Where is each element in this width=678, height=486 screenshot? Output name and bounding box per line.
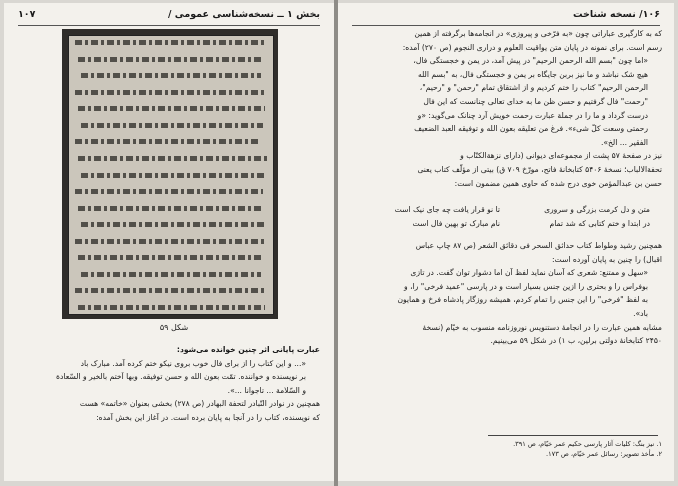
- figure-caption: شکل ۵۹: [159, 323, 189, 332]
- text-line: بر نویسنده و خواننده. تمّت بعون الله و حسن توفیقه. وبها اَختم بالخیر و السّعادة: [56, 372, 306, 382]
- poem-hemistich: تا نو قرار یافت چه جای نیک است: [394, 205, 500, 214]
- text-line: بوفراس را و بحتری را ازین جنس بسیار است و در پارسی "عمید فرخی" را، و: [404, 281, 648, 291]
- manuscript-line: [75, 90, 267, 95]
- text-line: ۲۴۵۰ کتابخانهٔ دولتی برلین، ب ۱) در شکل ۵۹ می‌بینیم.: [490, 336, 662, 346]
- right-page-number: ۱۰۶/: [639, 9, 660, 20]
- footnote: ۲. مأخذ تصویر: رسائل عمر خیّام، ص ۱۷۳.: [546, 450, 662, 458]
- text-line: همچنین رشید وطواط کتاب حدائق السحر فی دقائق الشعر (ص ۸۷ چاپ عباس: [415, 241, 662, 250]
- text-line: عبارت پایانی اثر چنین خوانده می‌شود:: [176, 345, 320, 354]
- right-page-header: [352, 9, 660, 26]
- manuscript-line: [81, 123, 263, 128]
- manuscript-line: [81, 222, 267, 227]
- text-line: رحمتی وسعت کلّ شیء». فرغ من تعلیقه بعون الله و توفیقه العبد الضعیف: [414, 124, 648, 134]
- text-line: نیز در صفحهٔ ۵۷ پشت از مجموعه‌ای دیوانی (دارای نزهة‌الکتّاب و: [460, 151, 662, 161]
- poem-left-column: [360, 203, 500, 230]
- manuscript-line: [81, 173, 265, 178]
- right-page: [338, 3, 674, 481]
- manuscript-line: [78, 57, 263, 62]
- manuscript-line: [78, 206, 261, 211]
- manuscript-line: [78, 255, 263, 260]
- poem-hemistich: متن و دل کرمت بزرگی و سروری: [544, 205, 650, 214]
- footnote: ۱. نیز بنگ: کلیات آثار پارسی حکیم عمر خیّام، ص ۳۹۱.: [513, 440, 662, 448]
- text-line: «... و این کتاب را از برای فال خوب بروی نیکو ختم کرده آمد. مبارک باد: [80, 358, 306, 368]
- manuscript-line: [75, 288, 267, 293]
- left-page: [4, 3, 334, 481]
- left-page-header: [18, 9, 320, 26]
- text-line: الفقیر ... الخ».: [600, 137, 648, 147]
- manuscript-line: [75, 239, 265, 244]
- manuscript-line: [78, 305, 265, 310]
- manuscript-line: [81, 272, 261, 277]
- text-line: که به کارگیری عباراتی چون «به فرّخی و پیروزی» در انجامه‌ها برگرفته از همین: [414, 29, 662, 38]
- left-body-text: [18, 343, 320, 425]
- text-line: اقبال) را چنین به پایان آورده است:: [551, 254, 662, 264]
- manuscript-line: [75, 40, 265, 45]
- text-line: تحفة‌الالباب؛ نسخهٔ ۵۴۰۶ کتابخانهٔ فاتح، مورّخ ۷۰۹ ق) بیتی از مؤلّف کتاب یعنی: [417, 164, 662, 174]
- block-quote: [350, 54, 662, 149]
- manuscript-image: [68, 35, 274, 315]
- text-line: به لفظ "فرخی" را این جنس را تمام کردم، همیشه روزگار پادشاه فرخ و همایون: [397, 295, 648, 305]
- block-quote: [350, 266, 662, 320]
- text-line: و السّلامة ... تاجوانا ...».: [227, 385, 306, 395]
- left-header-title: بخش ۱ ــ نسخه‌شناسی عمومی /: [167, 9, 320, 20]
- poem-right-column: [520, 203, 650, 230]
- text-line: رسم است. برای نمونه در پایان متن یواقیت العلوم و دراری النجوم (ص ۲۷۰) آمده:: [402, 42, 662, 52]
- text-line: هیچ شک نباشد و ما نیز بربن جایگاه بر یمن و خجستگی فال، به "بسم الله: [417, 69, 648, 79]
- manuscript-line: [81, 73, 261, 78]
- right-header-title: نسخه شناخت: [572, 9, 636, 20]
- text-line: باد».: [633, 308, 648, 318]
- text-line: حسن بن عبدالمؤمن خوی درج شده که حاوی همین مضمون است:: [454, 178, 662, 188]
- text-line: «اما چون "بسم الله الرحمن الرحیم" در پیش آمد، در یمن و خجستگی فال،: [413, 56, 648, 66]
- right-body-text-continued: [350, 239, 662, 348]
- poem-hemistich: در ابتدا و ختم کتابی که شد تمام: [549, 218, 650, 228]
- manuscript-line: [75, 189, 263, 194]
- poem-hemistich: نام مبارک تو بهین فال است: [412, 218, 500, 228]
- text-line: الرحمن الرحیم" کتاب را ختم کردیم و از اشتقاق تمام "رحمن" و "رحیم"،: [419, 83, 648, 93]
- manuscript-line: [78, 106, 265, 111]
- text-line: «سهل و ممتنع: شعری که آسان نماید لفظ آن اما دشوار توان گفت. در تازی: [410, 268, 648, 278]
- footnote-rule: [488, 435, 658, 436]
- left-page-number: ۱۰۷: [18, 9, 36, 20]
- manuscript-line: [75, 139, 261, 144]
- manuscript-line: [78, 156, 267, 161]
- text-line: مشابه همین عبارت را در انجامهٔ دستنویس نوروزنامه منسوب به خیّام (نسخهٔ: [422, 322, 662, 332]
- footnotes: [350, 439, 662, 459]
- text-line: "رحمت" فال گرفتیم و حسن ظن ما به خدای تعالی چنانست که این فال: [423, 96, 648, 106]
- manuscript-figure: [62, 29, 278, 319]
- text-line: همچنین در نوادر التّبادر لتحفة البهادر (ص ۲۷۸) بخشی بعنوان «خاتمه» هست: [79, 399, 320, 409]
- text-line: که نویسنده، کتاب را در آنجا به پایان برده است. در آغاز این بخش آمده:: [96, 412, 320, 422]
- text-line: درست گرداد و ما را در جملة عبارت رحمت خویش آرد چنانک می‌گوید: «و: [417, 110, 648, 120]
- right-body-text: [350, 27, 662, 190]
